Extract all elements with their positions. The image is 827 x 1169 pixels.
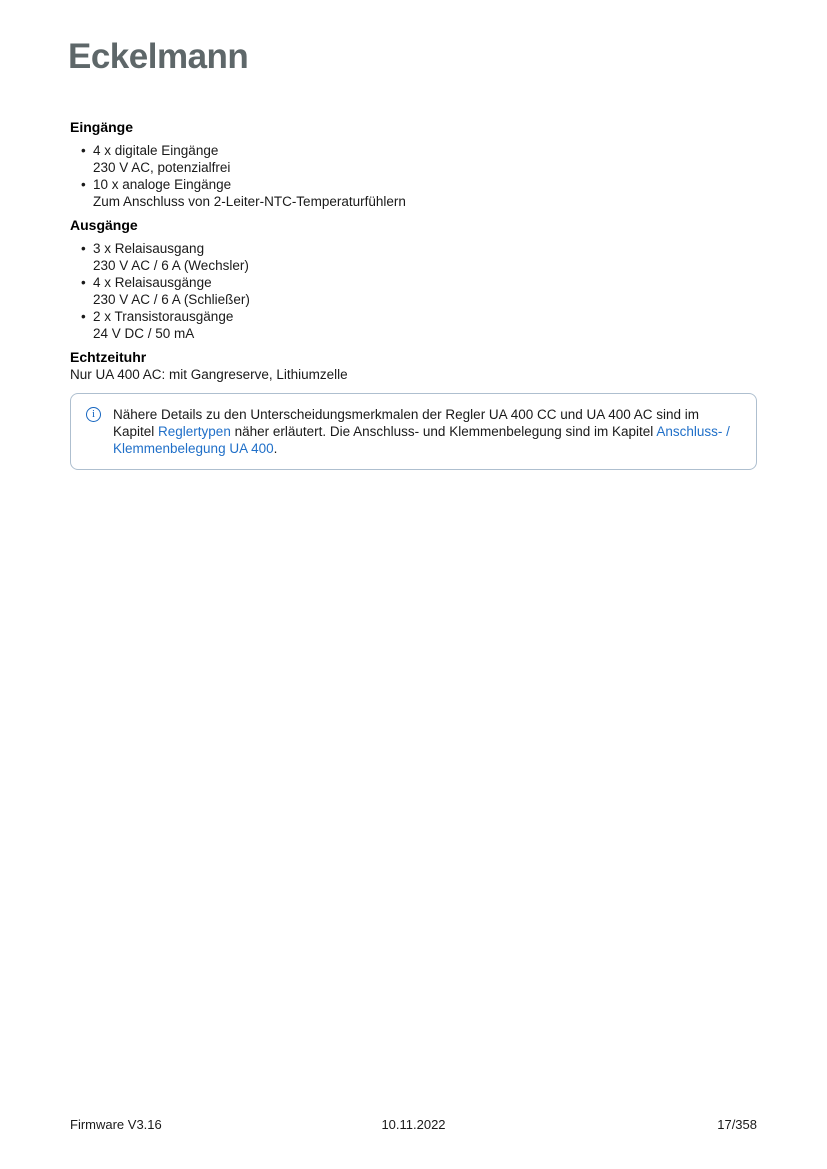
list-item: [70, 274, 757, 308]
note-text-segment: .: [273, 441, 278, 456]
list-item: [70, 308, 757, 342]
eingaenge-list: [70, 142, 757, 210]
info-note-text: [113, 406, 736, 457]
note-text-segment: Nähere Details zu den Unterscheidungsmerkmalen der Regler UA 400 CC und UA 400 AC sind im Kapitel: [113, 407, 700, 439]
list-item: [70, 240, 757, 274]
section-heading-eingaenge: Eingänge: [70, 119, 134, 135]
list-item-line1: • 4 x digitale Eingänge: [93, 143, 219, 158]
list-item-line1: • 3 x Relaisausgang: [93, 241, 205, 256]
list-item: [70, 142, 757, 176]
section-heading-ausgaenge: Ausgänge: [70, 217, 138, 233]
eckelmann-logo: Eckelmann: [68, 37, 249, 76]
section-heading-echtzeituhr: Echtzeituhr: [70, 349, 147, 365]
list-item-line1: • 2 x Transistorausgänge: [93, 309, 234, 324]
info-icon: i: [86, 407, 101, 422]
list-item-line2: 230 V AC / 6 A (Schließer): [93, 292, 250, 307]
footer-date: 10.11.2022: [381, 1117, 446, 1132]
footer-page-number: 17/358: [717, 1117, 757, 1132]
list-item: [70, 176, 757, 210]
list-item-line2: 230 V AC / 6 A (Wechsler): [93, 258, 249, 273]
link-anschluss-klemmenbelegung[interactable]: Anschluss- / Klemmenbelegung UA 400: [113, 424, 730, 456]
footer-firmware-version: Firmware V3.16: [70, 1117, 162, 1132]
note-text-segment: näher erläutert. Die Anschluss- und Klemmenbelegung sind im Kapitel: [230, 424, 657, 439]
list-item-line1: • 4 x Relaisausgänge: [93, 275, 212, 290]
list-item-line2: 230 V AC, potenzialfrei: [93, 160, 231, 175]
list-item-line1: • 10 x analoge Eingänge: [93, 177, 232, 192]
list-item-line2: Zum Anschluss von 2-Leiter-NTC-Temperaturfühlern: [93, 194, 406, 209]
page-footer: [70, 1117, 757, 1133]
list-item-line2: 24 V DC / 50 mA: [93, 326, 195, 341]
link-reglertypen[interactable]: Reglertypen: [158, 424, 231, 439]
page-content: [70, 119, 757, 470]
ausgaenge-list: [70, 240, 757, 342]
echtzeituhr-text: Nur UA 400 AC: mit Gangreserve, Lithiumzelle: [70, 367, 348, 382]
info-note-box: [70, 393, 757, 470]
